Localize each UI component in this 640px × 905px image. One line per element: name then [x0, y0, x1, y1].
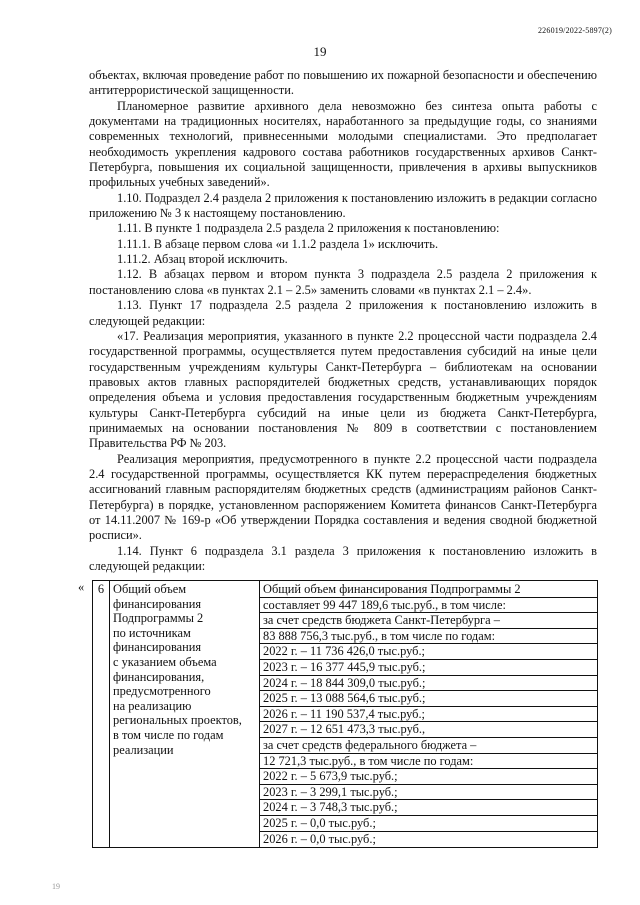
paragraph: объектах, включая проведение работ по повышению их пожарной безопасности и обеспечению антитеррористической защищенности.: [89, 68, 597, 98]
value-line: за счет средств федерального бюджета –: [260, 738, 597, 754]
value-line: 12 721,3 тыс.руб., в том числе по годам:: [260, 754, 597, 770]
document-number: 226019/2022-5897(2): [537, 26, 612, 35]
value-line: 2027 г. – 12 651 473,3 тыс.руб.,: [260, 722, 597, 738]
paragraph: 1.10. Подраздел 2.4 раздела 2 приложения к постановлению изложить в редакции согласно приложению № 3 к настоящему постановлению.: [89, 190, 597, 221]
table-row: [93, 581, 598, 848]
value-line: Общий объем финансирования Подпрограммы 2: [260, 582, 597, 598]
body-text: [89, 68, 597, 574]
parameter-cell: [110, 581, 260, 848]
value-line: 2025 г. – 0,0 тыс.руб.;: [260, 816, 597, 832]
value-line: 83 888 756,3 тыс.руб., в том числе по годам:: [260, 629, 597, 645]
param-line: Подпрограммы 2: [113, 611, 204, 626]
open-quote: «: [78, 580, 85, 594]
value-line: за счет средств бюджета Санкт-Петербурга –: [260, 613, 597, 629]
param-line: Общий объем: [113, 582, 187, 596]
param-line: в том числе по годам: [113, 727, 224, 742]
value-line: 2023 г. – 3 299,1 тыс.руб.;: [260, 785, 597, 801]
paragraph: 1.11.1. В абзаце первом слова «и 1.1.2 раздела 1» исключить.: [117, 236, 439, 251]
paragraph: 1.14. Пункт 6 подраздела 3.1 раздела 3 приложения к постановлению изложить в следующей редакции:: [89, 543, 597, 573]
param-line: региональных проектов,: [113, 713, 242, 728]
param-line: реализации: [113, 742, 174, 757]
value-line: 2026 г. – 11 190 537,4 тыс.руб.;: [260, 707, 597, 723]
paragraph: 1.11.2. Абзац второй исключить.: [117, 252, 288, 267]
param-line: по источникам: [113, 625, 191, 640]
value-line: 2024 г. – 18 844 309,0 тыс.руб.;: [260, 676, 597, 692]
paragraph: Планомерное развитие архивного дела невозможно без синтеза опыта работы с документами на традиционных носителях, наработанного за предыдущие годы, со знаниями современных технологий, привнесенными молодыми специалистами. Это предполагает необходимость укрепления кадрового состава работников государственных архивов Санкт-Петербурга, повышения их социальной защищенности, привлечения в архивы выпускников профильных учебных заведений».: [89, 98, 597, 190]
value-line: 2023 г. – 16 377 445,9 тыс.руб.;: [260, 660, 597, 676]
value-cell: [260, 581, 598, 848]
value-line: 2025 г. – 13 088 564,6 тыс.руб.;: [260, 691, 597, 707]
param-line: с указанием объема: [113, 654, 217, 669]
param-line: финансирования,: [113, 669, 205, 684]
value-line: 2024 г. – 3 748,3 тыс.руб.;: [260, 800, 597, 816]
param-line: на реализацию: [113, 698, 192, 713]
param-line: финансирования: [113, 596, 202, 611]
paragraph: «17. Реализация мероприятия, указанного в пункте 2.2 процессной части подраздела 2.4 государственной программы, осуществляется путем предоставления субсидий на иные цели государственным учреждениям культуры Санкт-Петербурга – библиотекам на основании правовых актов главных распорядителей бюджетных средств, устанавливающих порядок определения объема и условия предоставления государственным бюджетным учреждениям культуры Санкт-Петербурга субсидий на иные цели из бюджета Санкт-Петербурга, принимаемых на основании постановления № 809 в соответствии с постановлением Правительства РФ № 203.: [89, 328, 597, 451]
param-line: финансирования: [113, 640, 202, 655]
value-line: 2026 г. – 0,0 тыс.руб.;: [263, 831, 376, 846]
value-line: 2022 г. – 11 736 426,0 тыс.руб.;: [260, 644, 597, 660]
page-number: 19: [313, 44, 327, 59]
row-number-cell: 6: [93, 581, 110, 848]
param-line: предусмотренного: [113, 684, 211, 699]
paragraph: 1.11. В пункте 1 подраздела 2.5 раздела 2 приложения к постановлению:: [117, 221, 500, 236]
value-line: составляет 99 447 189,6 тыс.руб., в том числе:: [260, 598, 597, 614]
value-line: 2022 г. – 5 673,9 тыс.руб.;: [260, 769, 597, 785]
footer-mark: 19: [52, 882, 60, 891]
paragraph: 1.12. В абзацах первом и втором пункта 3 подраздела 2.5 раздела 2 приложения к постановлению слова «в пунктах 2.1 – 2.5» заменить словами «в пунктах 2.1 – 2.4».: [89, 267, 597, 297]
financing-table: [92, 580, 598, 848]
paragraph: Реализация мероприятия, предусмотренного в пункте 2.2 процессной части подраздела 2.4 государственной программы, осуществляется КК путем перераспределения бюджетных ассигнований главным распорядителям бюджетных средств (администрациям районов Санкт-Петербурга) в порядке, установленном распоряжением Комитета финансов Санкт-Петербурга от 14.11.2007 № 169-р «Об утверждении Порядка составления и ведения сводной бюджетной росписи».: [89, 451, 597, 543]
paragraph: 1.13. Пункт 17 подраздела 2.5 раздела 2 приложения к постановлению изложить в следующей редакции:: [89, 298, 597, 328]
